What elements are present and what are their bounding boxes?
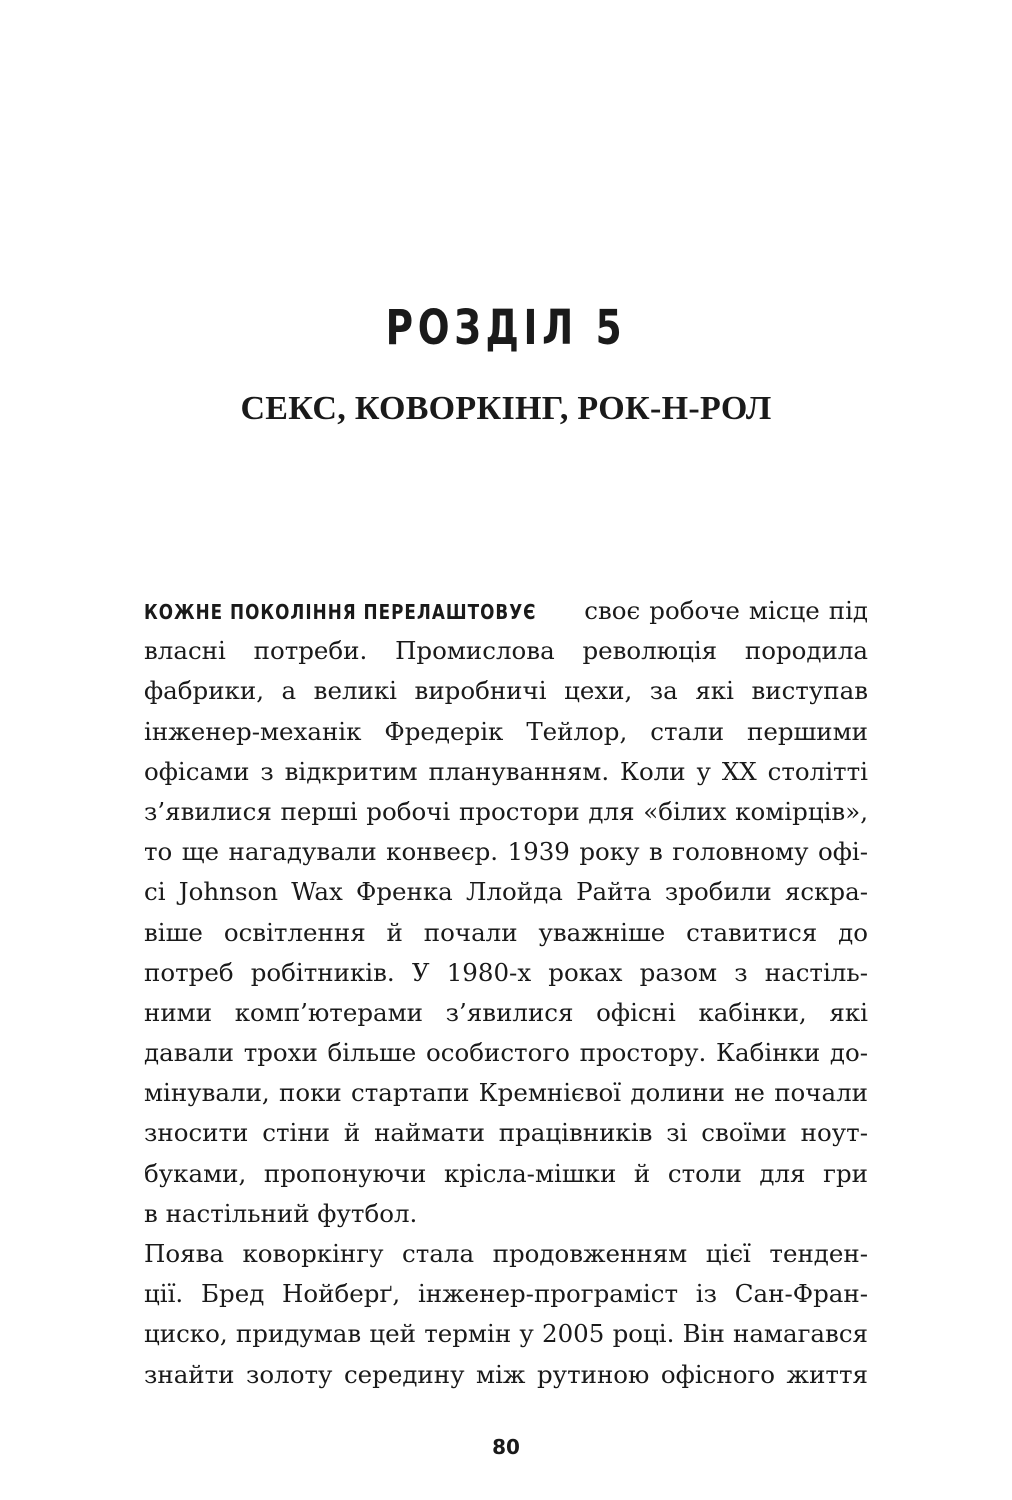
paragraph-1-line: мінували, поки стартапи Кремнієвої долини не почали — [144, 1078, 868, 1108]
paragraph-1-line: то ще нагадували конвеєр. 1939 року в головному офі- — [144, 837, 868, 867]
chapter-label: РОЗДІЛ 5 — [385, 300, 627, 356]
paragraph-1-line: потреб робітників. У 1980-х роках разом з настіль- — [144, 957, 868, 987]
paragraph-1-line: буками, пропонуючи крісла-мішки й столи для гри — [144, 1158, 868, 1188]
paragraph-1-line: в настільний футбол. — [144, 1198, 418, 1228]
paragraph-1-line-text: своє робоче місце під — [575, 596, 868, 625]
paragraph-1-line: офісами з відкритим плануванням. Коли у XX столітті — [144, 756, 868, 786]
paragraph-1-line — [144, 591, 868, 631]
lead-in: КОЖНЕ ПОКОЛІННЯ ПЕРЕЛАШТОВУЄ — [144, 600, 537, 624]
paragraph-1-line: фабрики, а великі виробничі цехи, за які виступав — [144, 676, 868, 706]
page-number: 80 — [492, 1435, 520, 1459]
paragraph-1-line: ними комп’ютерами з’явилися офісні кабінки, які — [144, 997, 868, 1027]
paragraph-1-line: з’явилися перші робочі простори для «білих комірців», — [144, 796, 868, 826]
paragraph-1-line: сі Johnson Wax Френка Ллойда Райта зробили яскра- — [144, 877, 868, 907]
paragraph-1-line: віше освітлення й почали уважніше ставитися до — [144, 917, 868, 947]
paragraph-1-line: давали трохи більше особистого простору. Кабінки до- — [144, 1038, 868, 1068]
paragraph-1-line: зносити стіни й наймати працівників зі своїми ноут- — [144, 1118, 868, 1148]
body-text — [144, 591, 868, 1395]
paragraph-2-line: ції. Бред Нойберґ, інженер-програміст із Сан-Фран- — [144, 1279, 868, 1309]
chapter-title: СЕКС, КОВОРКІНГ, РОК-Н-РОЛ — [240, 390, 772, 427]
paragraph-2-line: циско, придумав цей термін у 2005 році. Він намагався — [144, 1319, 868, 1349]
paragraph-2-line: Поява коворкінгу стала продовженням цієї тенден- — [144, 1239, 868, 1268]
paragraph-2-line: знайти золоту середину між рутиною офісного життя — [144, 1359, 868, 1389]
paragraph-1-line: інженер-механік Фредерік Тейлор, стали першими — [144, 716, 868, 746]
paragraph-1-line: власні потреби. Промислова революція породила — [144, 636, 868, 666]
